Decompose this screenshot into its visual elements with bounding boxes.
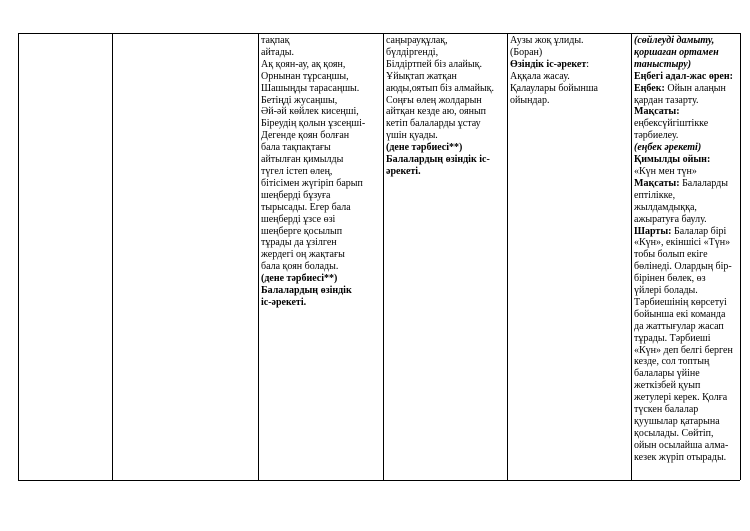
rules-label: Шарты:	[634, 225, 672, 237]
task-label: Еңбек:	[634, 82, 665, 94]
column-divider-2	[258, 33, 259, 480]
goal-text: Балаларды	[679, 177, 728, 189]
rules-line: үйлері болады.	[634, 285, 698, 297]
col4-line: Ұйықтап жатқан	[386, 70, 457, 82]
col4-bold-line: Балалардың өзіндік іс-	[386, 154, 490, 166]
col3-line: Әй-әй көйлек кисеңші,	[261, 106, 359, 118]
column-divider-3	[383, 33, 384, 480]
col5-line: Аққала жасау.	[510, 70, 570, 82]
rules-line: қосылады. Сөйтіп,	[634, 427, 714, 439]
cell-col3	[261, 35, 381, 309]
rules-line: кезде, сол топтың	[634, 356, 710, 368]
cell-col5	[510, 35, 630, 106]
col4-line: бүлдіргенді,	[386, 46, 439, 58]
column-divider-1	[112, 33, 113, 480]
rules-text: Балалар бірі	[671, 225, 727, 237]
rules-line: қуушылар қатарына	[634, 416, 720, 427]
riddle-line: Аузы жоқ ұлиды.	[510, 35, 584, 46]
rules-line: жеткізбей қуып	[634, 380, 701, 392]
cell-col6	[634, 35, 739, 464]
rules-line: Тәрбиешінің көрсетуі	[634, 296, 727, 308]
col3-line: шеңберді ұзсе өзі	[261, 213, 336, 225]
rules-line: «Күн» деп белгі берген	[634, 344, 733, 356]
col4-bold-line: (дене тәрбиесі**)	[386, 142, 463, 154]
col6-heading: Еңбегі адал-жас өрен:	[634, 70, 733, 82]
riddle-answer: (Боран)	[510, 46, 543, 58]
game-name: «Күн мен түн»	[634, 165, 697, 177]
col3-line: жердегі оң жақтағы	[261, 249, 345, 261]
cell-col4	[386, 35, 506, 178]
col3-line: айтады.	[261, 46, 295, 58]
col3-line: айтылған қимылды	[261, 154, 344, 166]
rules-line: бірінен бөлек, өз	[634, 273, 706, 285]
col6-italic-note: (еңбек әрекеті)	[634, 142, 702, 154]
col4-line: Білдіртпей біз алайық.	[386, 58, 482, 70]
col6-italic-heading: қоршаған ортамен	[634, 46, 719, 58]
col3-line: түгел істеп өлең,	[261, 165, 333, 177]
col3-bold-line: (дене тәрбиесі**)	[261, 273, 338, 285]
rules-line: балалары үйіне	[634, 368, 700, 380]
rules-line: жетулері керек. Қолға	[634, 392, 728, 404]
col3-line: шеңберді бұзуға	[261, 189, 331, 201]
rules-line: тұрады. Тәрбиеші	[634, 332, 711, 344]
col3-line: бітісімен жүгіріп барып	[261, 177, 363, 189]
col6-italic-heading: (сөйлеуді дамыту,	[634, 35, 715, 46]
col4-line: аюды,оятып біз алмайық.	[386, 82, 495, 94]
col4-line: Соңғы өлең жолдарын	[386, 94, 482, 106]
col4-line: айтқан кезде аю, оянып	[386, 106, 487, 118]
column-divider-5	[631, 33, 632, 480]
task-text: Ойын алаңын	[664, 82, 726, 94]
task-text-2: қардан тазарту.	[634, 94, 699, 106]
col3-line: Бетіңді жусаңшы,	[261, 94, 338, 106]
col3-line: бала тақпақтағы	[261, 142, 331, 154]
rules-line: кезек жүріп отырады.	[634, 451, 727, 463]
rules-line: «Күн», екіншісі «Түн»	[634, 237, 731, 249]
col3-line: тырысады. Егер бала	[261, 201, 351, 213]
rules-line: да жаттығулар жасап	[634, 320, 724, 332]
goal-line: ептілікке,	[634, 189, 676, 201]
col5-line: Қалаулары бойынша	[510, 82, 598, 94]
rules-line: түскен балалар	[634, 404, 699, 416]
activity-label: Өзіндік іс-әрекет	[510, 58, 587, 70]
col3-line: бала қоян болады.	[261, 261, 339, 273]
goal-label: Мақсаты:	[634, 177, 680, 189]
rules-line: бойынша екі команда	[634, 308, 726, 320]
goal-text: еңбексүйгіштікке	[634, 118, 709, 130]
col4-line: саңырауқұлақ,	[386, 35, 448, 46]
col5-line: ойындар.	[510, 94, 550, 106]
col4-line: кетіп балаларды ұстау	[386, 118, 481, 130]
schedule-table	[18, 33, 740, 481]
col4-bold-line: әрекеті.	[386, 165, 421, 177]
col6-italic-heading: таныстыру)	[634, 58, 692, 70]
col4-line: үшін қуады.	[386, 130, 438, 142]
col3-line: Біреудің қолын ұзсеңші-	[261, 118, 366, 130]
rules-line: бөлінеді. Олардың бір-	[634, 261, 732, 273]
goal-label: Мақсаты:	[634, 106, 680, 118]
rules-line: ойын осылайша алма-	[634, 439, 729, 451]
col3-line: Дегенде қоян болған	[261, 130, 350, 142]
col3-line: шеңберге қосылып	[261, 225, 343, 237]
col3-line: Орнынан тұрсаңшы,	[261, 70, 349, 82]
col3-line: тұрады да ұзілген	[261, 237, 337, 249]
col3-line: Ақ қоян-ау, ақ қоян,	[261, 58, 346, 70]
game-label: Қимылды ойын:	[634, 154, 711, 166]
rules-line: тобы болып екіге	[634, 249, 708, 261]
activity-colon: :	[586, 58, 590, 70]
col3-bold-line: Балалардың өзіндік	[261, 285, 352, 297]
column-divider-4	[507, 33, 508, 480]
col3-line: тақпақ	[261, 35, 290, 46]
goal-line: ажыратуға баулу.	[634, 213, 707, 225]
goal-line: жылдамдыққа,	[634, 201, 697, 213]
goal-text: тәрбиелеу.	[634, 130, 679, 142]
table-right-border	[740, 33, 741, 480]
col3-line: Шашыңды тарасаңшы.	[261, 82, 360, 94]
col3-bold-line: іс-әрекеті.	[261, 296, 307, 308]
